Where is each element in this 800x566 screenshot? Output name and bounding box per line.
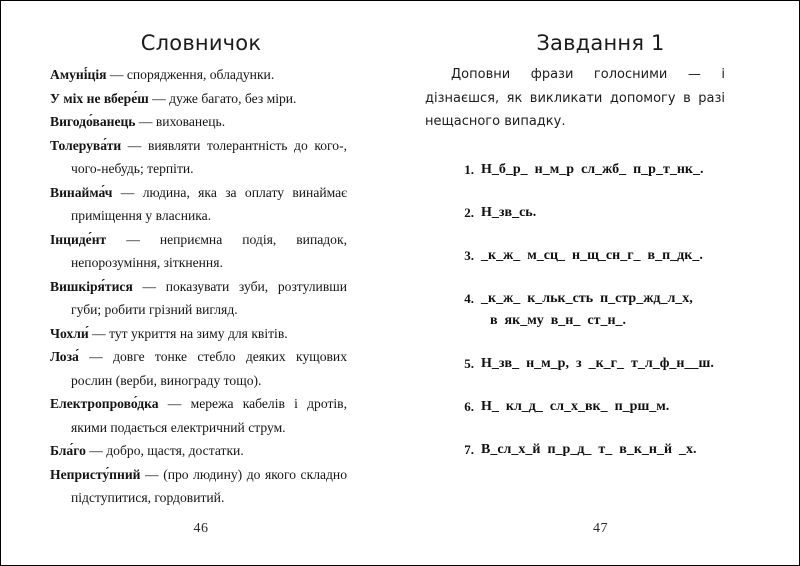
glossary-entry (50, 463, 347, 510)
task-line: _к_ж_ м_сц_ н_щ_сн_г_ в_п_дк_. (481, 248, 703, 263)
glossary-headword: Непристу́пний (50, 466, 141, 482)
task-heading: Завдання 1 (536, 31, 665, 55)
glossary-definition: — дуже багато, без міри. (148, 90, 297, 106)
glossary-headword: Лоза́ (50, 349, 79, 364)
glossary-headword: Винайма́ч (50, 184, 113, 200)
glossary-entry (50, 181, 347, 228)
glossary-definition: — (про людину) до якого складно підступитися, гордовитий. (71, 466, 347, 505)
glossary-entry (50, 345, 347, 392)
task-item[interactable] (457, 159, 757, 181)
task-text (481, 353, 757, 375)
task-line: В_сл_х_й п_р_д_ т_ в_к_н_й _х. (481, 442, 697, 457)
glossary-entry (50, 228, 347, 275)
task-item[interactable] (457, 353, 757, 375)
task-line: Н_ кл_д_ сл_х_вк_ п_рш_м. (481, 399, 670, 414)
task-text (481, 288, 757, 332)
task-line: _к_ж_ к_льк_сть п_стр_жд_л_х, (481, 291, 693, 306)
glossary-list (50, 63, 347, 510)
task-item[interactable] (457, 439, 757, 461)
task-line: Н_б_р_ н_м_р сл_жб_ п_р_т_нк_. (481, 162, 704, 177)
task-number: 3. (464, 248, 474, 263)
glossary-definition: — показувати зуби, розтуливши губи; робити грізний вигляд. (71, 278, 347, 317)
task-number: 2. (464, 205, 474, 220)
glossary-definition: — вихованець. (135, 114, 226, 129)
task-number: 6. (464, 399, 474, 414)
task-item[interactable] (457, 288, 757, 332)
glossary-headword: Амуні́ція (50, 67, 107, 82)
glossary-definition: — довге тонке стебло деяких кущових рослин (верби, винограду тощо). (71, 349, 347, 388)
glossary-entry (50, 134, 347, 181)
task-text (481, 439, 757, 461)
glossary-headword: Електропрово́дка (50, 396, 159, 411)
glossary-definition: — виявляти толерантність до кого-, чого-небудь; терпіти. (71, 137, 347, 176)
glossary-headword: Бла́го (50, 443, 86, 458)
glossary-entry (50, 322, 347, 346)
task-line: Н_зв_сь. (481, 205, 537, 220)
glossary-entry (50, 87, 347, 111)
glossary-headword: Інциде́нт (50, 231, 107, 247)
glossary-definition: — людина, яка за оплату винаймає приміщення у власника. (71, 184, 347, 223)
glossary-headword: У міх не вбере́ш (50, 90, 149, 106)
task-text (481, 202, 757, 224)
two-page-spread (1, 1, 799, 565)
task-item[interactable] (457, 245, 757, 267)
page-number-left: 46 (193, 521, 209, 536)
glossary-entry (50, 275, 347, 322)
task-number: 5. (464, 356, 474, 371)
task-line: в як_му в_н_ ст_н_. (490, 313, 627, 328)
glossary-definition: — спорядження, обладунки. (106, 67, 275, 82)
task-text (481, 245, 757, 267)
task-instruction: Доповни фрази голосними — і дізнаєшся, як викликати допомогу в разі нещасного випадку. (425, 67, 725, 129)
glossary-definition: — неприємна подія, випадок, непорозуміння, зіткнення. (71, 231, 347, 270)
page-number-right: 47 (593, 521, 608, 536)
task-list (457, 159, 757, 461)
glossary-headword: Толерува́ти (50, 137, 122, 153)
task-text (481, 396, 757, 418)
glossary-definition: — тут укриття на зиму для квітів. (88, 325, 288, 341)
task-item[interactable] (457, 396, 757, 418)
task-number: 1. (464, 162, 474, 177)
glossary-headword: Вигодо́ванець (50, 114, 136, 129)
left-page (1, 1, 401, 566)
task-number: 4. (464, 291, 474, 306)
glossary-entry (50, 63, 347, 87)
glossary-definition: — мережа кабелів і дротів, якими подається електричний струм. (71, 396, 347, 435)
glossary-heading: Словничок (140, 31, 262, 55)
task-text (481, 159, 757, 181)
task-item[interactable] (457, 202, 757, 224)
task-number: 7. (464, 442, 474, 457)
task-line: Н_зв_ н_м_р, з _к_г_ т_л_ф_н__ш. (481, 356, 714, 371)
glossary-entry (50, 110, 347, 134)
glossary-headword: Чохли́ (50, 325, 89, 341)
glossary-definition: — добро, щастя, достатки. (85, 443, 244, 458)
glossary-headword: Вишкіря́тися (50, 278, 133, 294)
glossary-entry (50, 439, 347, 463)
glossary-entry (50, 392, 347, 439)
